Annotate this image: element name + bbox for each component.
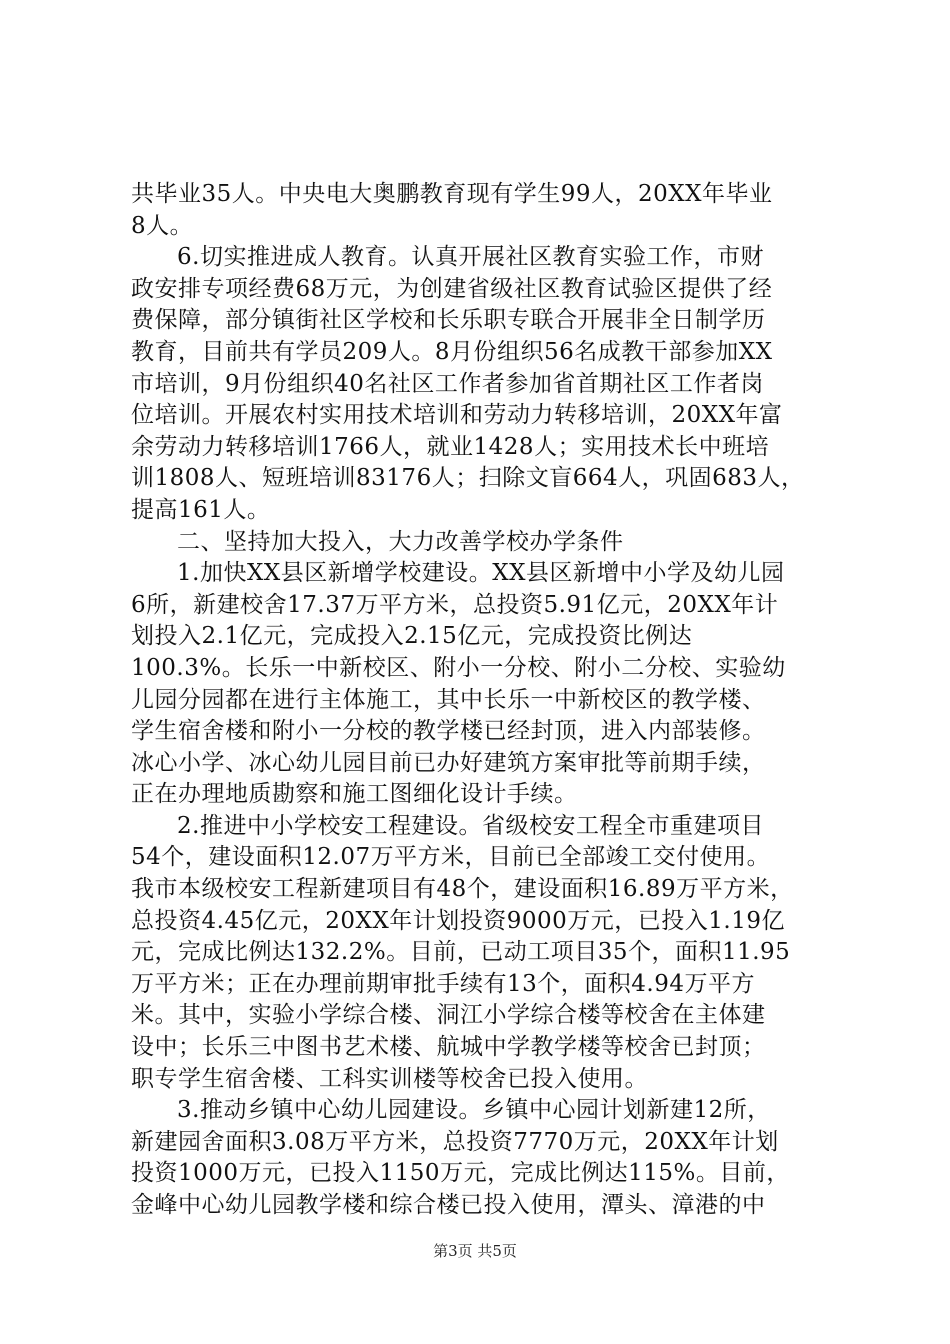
text-line: 1.加快XX县区新增学校建设。XX县区新增中小学及幼儿园 bbox=[177, 560, 785, 587]
document-body bbox=[131, 179, 831, 1222]
text-line: 投资1000万元，已投入1150万元，完成比例达115%。目前， bbox=[131, 1160, 790, 1187]
text-line: 100.3%。长乐一中新校区、附小一分校、附小二分校、实验幼 bbox=[131, 654, 786, 681]
text-line: 总投资4.45亿元，20XX年计划投资9000万元，已投入1.19亿 bbox=[131, 907, 785, 934]
text-line: 提高161人。 bbox=[131, 496, 271, 523]
text-line: 6所，新建校舍17.37万平方米，总投资5.91亿元，20XX年计 bbox=[131, 591, 779, 618]
text-line: 正在办理地质勘察和施工图细化设计手续。 bbox=[131, 781, 578, 808]
text-line: 我市本级校安工程新建项目有48个，建设面积16.89万平方米， bbox=[131, 876, 794, 903]
text-line: 设中；长乐三中图书艺术楼、航城中学教学楼等校舍已封顶； bbox=[131, 1034, 766, 1061]
text-line: 二、坚持加大投入，大力改善学校办学条件 bbox=[177, 528, 624, 555]
text-line: 教育，目前共有学员209人。8月份组织56名成教干部参加XX bbox=[131, 338, 773, 365]
text-line: 6.切实推进成人教育。认真开展社区教育实验工作，市财 bbox=[177, 244, 764, 271]
text-line: 职专学生宿舍楼、工科实训楼等校舍已投入使用。 bbox=[131, 1065, 648, 1092]
text-line: 训1808人、短班培训83176人；扫除文盲664人，巩固683人， bbox=[131, 465, 805, 492]
page-footer: 第3页 共5页 bbox=[433, 1242, 517, 1260]
text-line: 划投入2.1亿元，完成投入2.15亿元，完成投资比例达 bbox=[131, 623, 693, 650]
text-line: 冰心小学、冰心幼儿园目前已办好建筑方案审批等前期手续， bbox=[131, 749, 766, 776]
text-line: 元，完成比例达132.2%。目前，已动工项目35个，面积11.95 bbox=[131, 939, 791, 966]
text-line: 余劳动力转移培训1766人，就业1428人；实用技术长中班培 bbox=[131, 433, 770, 460]
text-line: 费保障，部分镇街社区学校和长乐职专联合开展非全日制学历 bbox=[131, 307, 766, 334]
text-line: 万平方米；正在办理前期审批手续有13个，面积4.94万平方 bbox=[131, 970, 755, 997]
text-line: 学生宿舍楼和附小一分校的教学楼已经封顶，进入内部装修。 bbox=[131, 718, 766, 745]
text-line: 儿园分园都在进行主体施工，其中长乐一中新校区的教学楼、 bbox=[131, 686, 766, 713]
text-line: 8人。 bbox=[131, 212, 194, 239]
text-line: 金峰中心幼儿园教学楼和综合楼已投入使用，潭头、漳港的中 bbox=[131, 1192, 766, 1218]
text-line: 共毕业35人。中央电大奥鹏教育现有学生99人，20XX年毕业 bbox=[131, 181, 773, 207]
text-line: 3.推动乡镇中心幼儿园建设。乡镇中心园计划新建12所， bbox=[177, 1097, 771, 1124]
text-line: 2.推进中小学校安工程建设。省级校安工程全市重建项目 bbox=[177, 812, 764, 839]
text-line: 市培训，9月份组织40名社区工作者参加省首期社区工作者岗 bbox=[131, 370, 764, 397]
text-line: 位培训。开展农村实用技术培训和劳动力转移培训，20XX年富 bbox=[131, 402, 783, 429]
text-line: 54个，建设面积12.07万平方米，目前已全部竣工交付使用。 bbox=[131, 844, 771, 871]
text-line: 新建园舍面积3.08万平方米，总投资7770万元，20XX年计划 bbox=[131, 1128, 779, 1155]
text-line: 政安排专项经费68万元，为创建省级社区教育试验区提供了经 bbox=[131, 275, 773, 302]
text-line: 米。其中，实验小学综合楼、洞江小学综合楼等校舍在主体建 bbox=[131, 1002, 766, 1029]
